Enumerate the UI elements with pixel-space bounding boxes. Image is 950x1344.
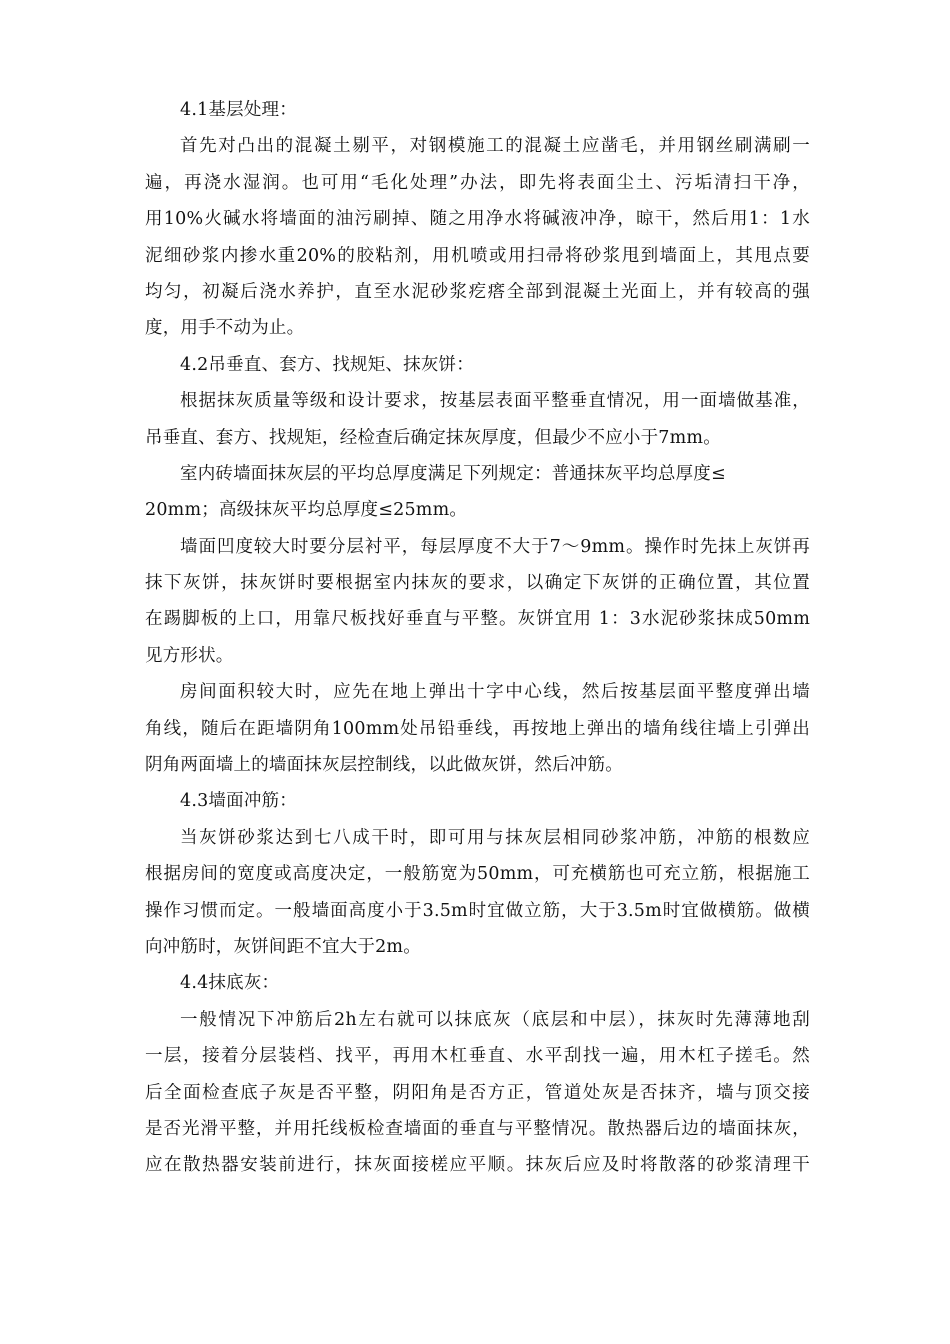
paragraph-line: 一层，接着分层装档、找平，再用木杠垂直、水平刮找一遍，用木杠子搓毛。然 [145,1046,810,1067]
paragraph-line: 是否光滑平整，并用托线板检查墙面的垂直与平整情况。散热器后边的墙面抹灰， [145,1118,810,1139]
paragraph-line: 一般情况下冲筋后2h左右就可以抹底灰（底层和中层），抹灰时先薄薄地刮 [180,1009,810,1030]
section-heading-4-2: 4.2吊垂直、套方、找规矩、抹灰饼： [180,354,474,375]
paragraph-line: 房间面积较大时，应先在地上弹出十字中心线，然后按基层面平整度弹出墙 [180,682,810,703]
paragraph-line: 阴角两面墙上的墙面抹灰层控制线，以此做灰饼，然后冲筋。 [145,755,623,776]
paragraph-line: 遍，再浇水湿润。也可用“毛化处理”办法，即先将表面尘土、污垢清扫干净， [145,172,810,193]
paragraph-line: 根据抹灰质量等级和设计要求，按基层表面平整垂直情况，用一面墙做基准， [180,391,810,412]
paragraph-line: 当灰饼砂浆达到七八成干时，即可用与抹灰层相同砂浆冲筋，冲筋的根数应 [180,827,810,848]
section-heading-4-4: 4.4抹底灰： [180,973,280,994]
paragraph-line: 度，用手不动为止。 [145,318,305,339]
paragraph-line: 室内砖墙面抹灰层的平均总厚度满足下列规定：普通抹灰平均总厚度≤ [180,463,726,484]
paragraph-line: 均匀，初凝后浇水养护，直至水泥砂浆疙瘩全部到混凝土光面上，并有较高的强 [145,281,810,302]
paragraph-line: 在踢脚板的上口，用靠尺板找好垂直与平整。灰饼宜用 1：3水泥砂浆抹成50mm [145,609,810,630]
section-heading-4-1: 4.1基层处理： [180,100,297,120]
paragraph-line: 根据房间的宽度或高度决定，一般筋宽为50mm，可充横筋也可充立筋，根据施工 [145,864,810,885]
paragraph-line: 向冲筋时，灰饼间距不宜大于2m。 [145,936,421,957]
paragraph-line: 角线，随后在距墙阴角100mm处吊铅垂线，再按地上弹出的墙角线往墙上引弹出 [145,718,810,739]
paragraph-line: 首先对凸出的混凝土剔平，对钢模施工的混凝土应凿毛，并用钢丝刷满刷一 [180,136,810,157]
paragraph-line: 20mm；高级抹灰平均总厚度≤25mm。 [145,500,468,521]
section-heading-4-3: 4.3墙面冲筋： [180,791,297,812]
paragraph-line: 用10%火碱水将墙面的油污刷掉、随之用净水将碱液冲净，晾干，然后用1：1水 [145,209,810,230]
paragraph-line: 应在散热器安装前进行，抹灰面接槎应平顺。抹灰后应及时将散落的砂浆清理干 [145,1155,810,1176]
paragraph-line: 吊垂直、套方、找规矩，经检查后确定抹灰厚度，但最少不应小于7mm。 [145,427,721,448]
paragraph-line: 后全面检查底子灰是否平整，阴阳角是否方正，管道处灰是否抹齐，墙与顶交接 [145,1082,810,1103]
document-body [145,92,810,1184]
paragraph-line: 见方形状。 [145,645,234,666]
paragraph-line: 墙面凹度较大时要分层衬平，每层厚度不大于7～9mm。操作时先抹上灰饼再 [180,536,810,557]
paragraph-line: 抹下灰饼，抹灰饼时要根据室内抹灰的要求，以确定下灰饼的正确位置，其位置 [145,573,810,594]
paragraph-line: 操作习惯而定。一般墙面高度小于3.5m时宜做立筋，大于3.5m时宜做横筋。做横 [145,900,810,921]
paragraph-line: 泥细砂浆内掺水重20%的胶粘剂，用机喷或用扫帚将砂浆甩到墙面上，其甩点要 [145,245,810,266]
